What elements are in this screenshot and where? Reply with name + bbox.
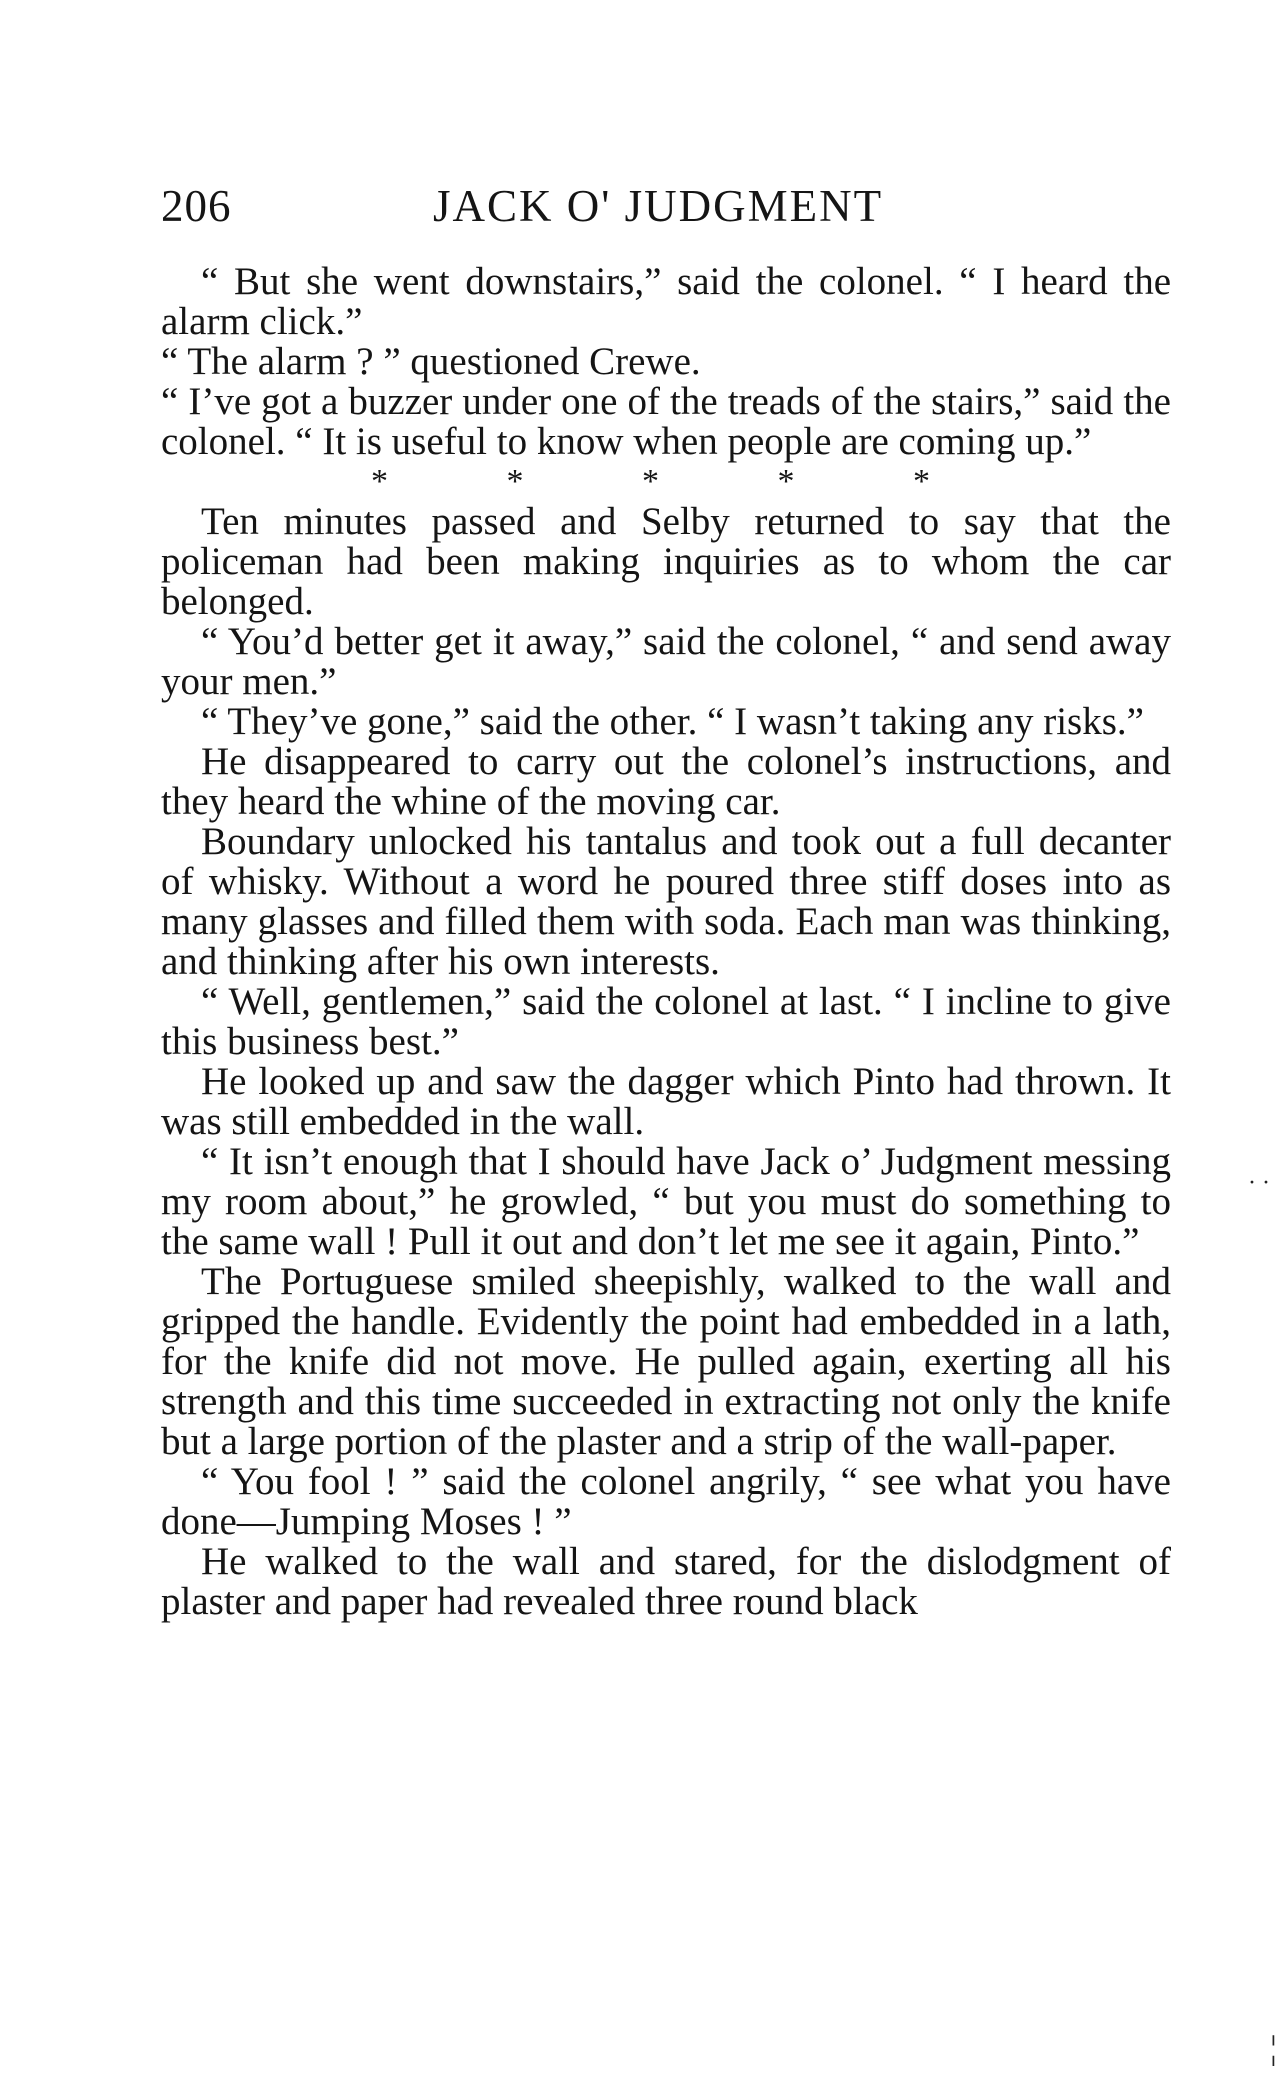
running-title: JACK O' JUDGMENT — [433, 181, 884, 231]
page-header — [161, 176, 1171, 236]
paragraph: “ Well, gentlemen,” said the colonel at last. “ I incline to give this business best.” — [161, 980, 1171, 1063]
paragraph: “ It isn’t enough that I should have Jack o’ Judgment messing my room about,” he growled, “ but you must do something to the same wall ! Pull it out and don’t let me see it again, Pinto.” — [161, 1140, 1171, 1263]
margin-speck: · · — [1248, 1170, 1270, 1196]
paragraph: “ I’ve got a buzzer under one of the treads of the stairs,” said the colonel. “ It is useful to know when people are coming up.” — [161, 380, 1171, 463]
paragraph: The Portuguese smiled sheepishly, walked to the wall and gripped the handle. Evidently the point had embedded in a lath, for the knife did not move. He pulled again, exerting all his strength and this time succeeded in extracting not only the knife but a large portion of the plaster and a strip of the wall-paper. — [161, 1260, 1171, 1463]
section-break: * * * * * — [371, 463, 930, 500]
paragraph: “ The alarm ? ” questioned Crewe. — [161, 340, 701, 383]
paragraph: “ They’ve gone,” said the other. “ I wasn’t taking any risks.” — [201, 700, 1144, 743]
paragraph: Ten minutes passed and Selby returned to say that the policeman had been making inquiries as to whom the car belonged. — [161, 500, 1171, 623]
edge-speck: ¦ — [1270, 2030, 1277, 2067]
paragraph: He looked up and saw the dagger which Pinto had thrown. It was still embedded in the wall. — [161, 1060, 1171, 1143]
paragraph: “ You fool ! ” said the colonel angrily, “ see what you have done—Jumping Moses ! ” — [161, 1460, 1171, 1543]
body-text — [161, 262, 1171, 1622]
paragraph: “ But she went downstairs,” said the colonel. “ I heard the alarm click.” — [161, 260, 1171, 343]
page-number: 206 — [161, 181, 232, 231]
paragraph: “ You’d better get it away,” said the colonel, “ and send away your men.” — [161, 620, 1171, 703]
paragraph: Boundary unlocked his tantalus and took out a full decanter of whisky. Without a word he poured three stiff doses into as many glasses and filled them with soda. Each man was thinking, and thinking after his own interests. — [161, 820, 1171, 983]
paragraph: He walked to the wall and stared, for the dislodgment of plaster and paper had revealed three round black — [161, 1540, 1171, 1623]
paragraph: He disappeared to carry out the colonel’s instructions, and they heard the whine of the moving car. — [161, 740, 1171, 823]
